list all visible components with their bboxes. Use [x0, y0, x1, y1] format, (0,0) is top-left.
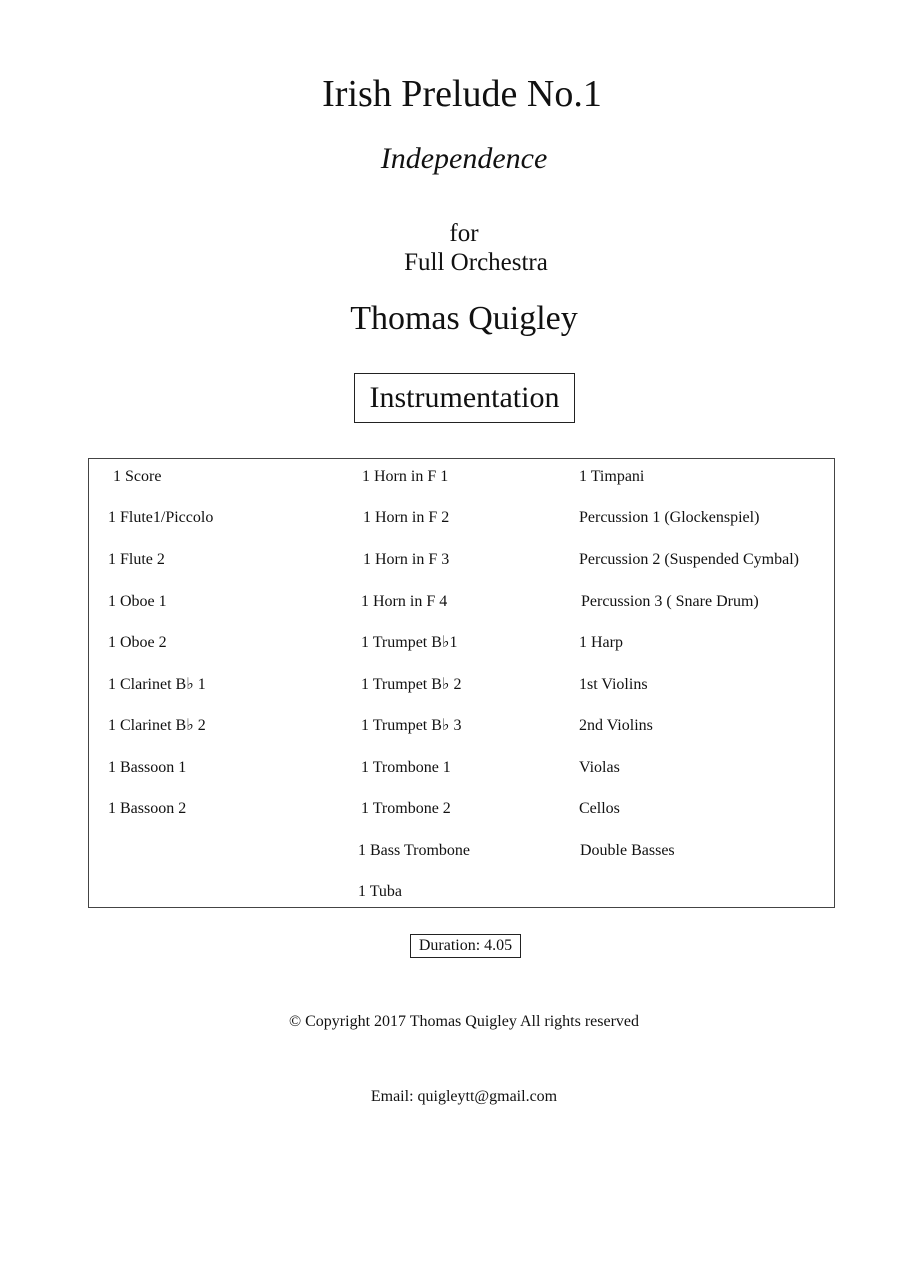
instrumentation-heading: Instrumentation — [354, 373, 575, 423]
instrument-item: 2nd Violins — [579, 717, 653, 734]
copyright-notice: © Copyright 2017 Thomas Quigley All rights reserved — [288, 1013, 640, 1030]
instrument-item: 1 Oboe 1 — [108, 593, 167, 610]
instrument-item: 1 Trumpet B♭ 2 — [361, 676, 462, 693]
email-contact: Email: quigleytt@gmail.com — [370, 1088, 558, 1105]
instrument-item: 1 Trumpet B♭1 — [361, 634, 458, 651]
instrument-item: 1 Bassoon 2 — [108, 800, 187, 817]
instrument-item: 1 Horn in F 1 — [362, 468, 449, 485]
instrument-item: 1 Clarinet B♭ 1 — [108, 676, 206, 693]
instrument-item: Percussion 1 (Glockenspiel) — [579, 509, 760, 526]
instrument-item: 1 Trombone 1 — [361, 759, 451, 776]
instrument-item: Double Basses — [580, 842, 675, 859]
subtitle: Independence — [380, 142, 548, 175]
instrument-item: 1 Horn in F 2 — [363, 509, 450, 526]
instrument-item: 1 Timpani — [579, 468, 645, 485]
instrument-item: 1 Horn in F 4 — [361, 593, 448, 610]
instrument-item: 1 Clarinet B♭ 2 — [108, 717, 206, 734]
instrument-item: 1 Oboe 2 — [108, 634, 167, 651]
instrumentation-table — [88, 458, 835, 908]
instrument-item: 1 Tuba — [358, 883, 403, 900]
page-title: Irish Prelude No.1 — [322, 73, 602, 115]
instrument-item: 1 Flute1/Piccolo — [108, 509, 214, 526]
instrument-item: Percussion 3 ( Snare Drum) — [581, 593, 759, 610]
instrument-item: 1 Score — [113, 468, 162, 485]
instrument-item: 1 Flute 2 — [108, 551, 165, 568]
instrument-item: 1 Horn in F 3 — [363, 551, 450, 568]
instrument-item: Cellos — [579, 800, 620, 817]
instrument-item: 1st Violins — [579, 676, 648, 693]
instrument-item: 1 Trombone 2 — [361, 800, 451, 817]
instrument-item: 1 Trumpet B♭ 3 — [361, 717, 462, 734]
composer-name: Thomas Quigley — [350, 300, 578, 337]
duration-label: Duration: 4.05 — [410, 934, 521, 958]
instrument-item: 1 Bass Trombone — [358, 842, 471, 859]
instrument-item: Violas — [579, 759, 620, 776]
ensemble: Full Orchestra — [404, 249, 548, 276]
for-line: for — [449, 220, 479, 247]
instrument-item: 1 Bassoon 1 — [108, 759, 187, 776]
instrument-item: Percussion 2 (Suspended Cymbal) — [579, 551, 799, 568]
instrument-item: 1 Harp — [579, 634, 623, 651]
